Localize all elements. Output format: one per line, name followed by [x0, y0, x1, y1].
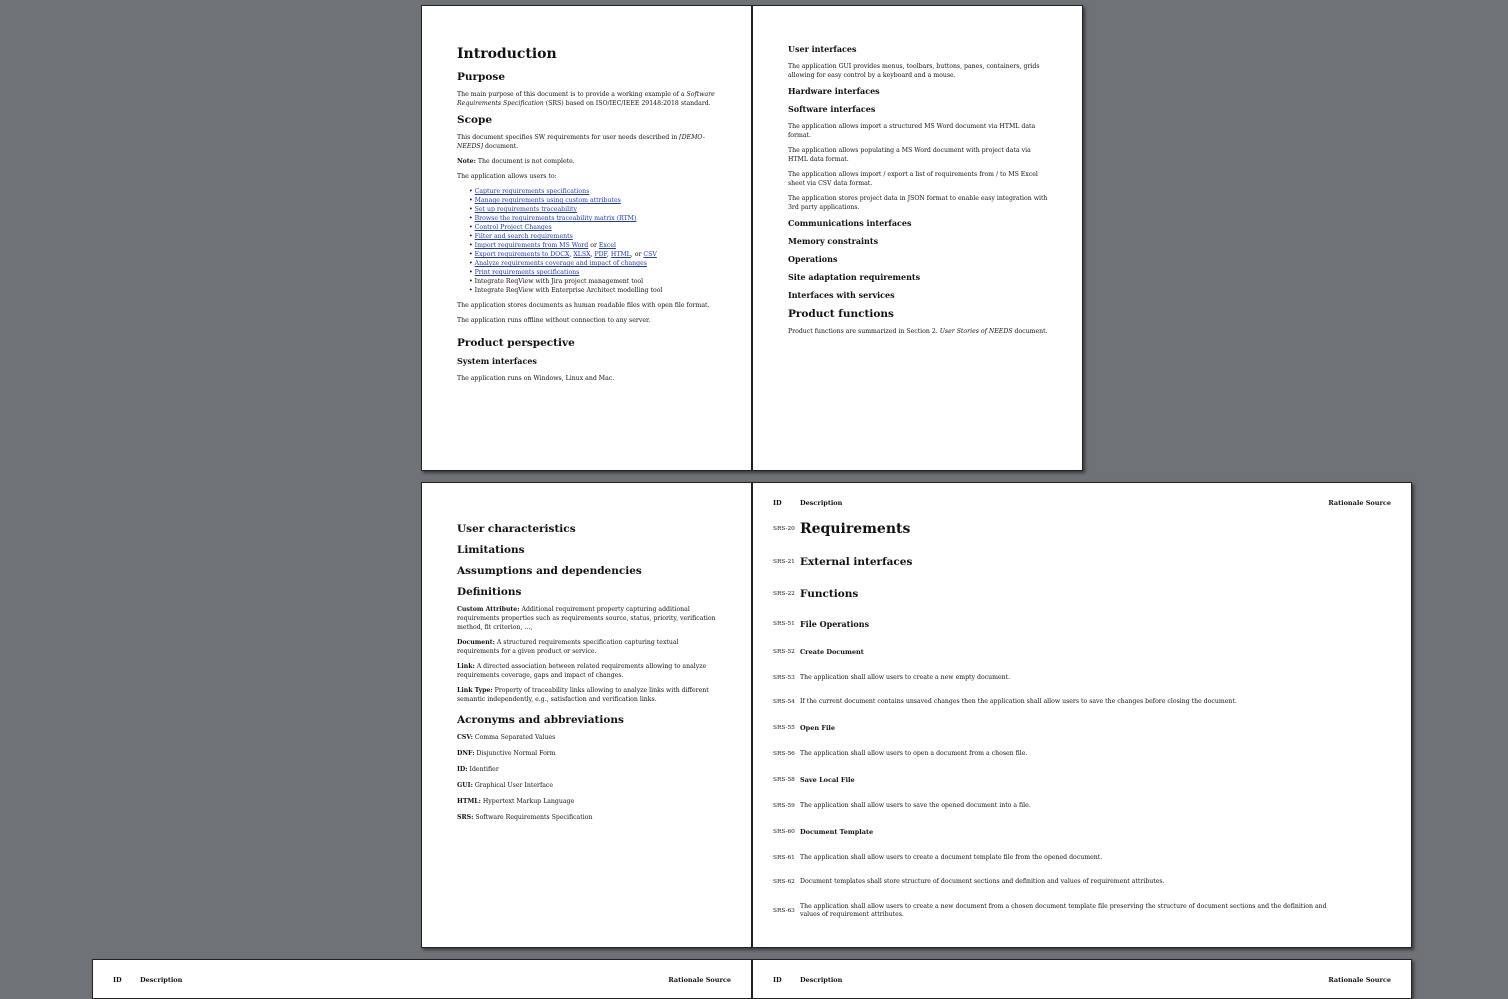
list-item [469, 250, 717, 259]
row-id: SRS-63 [773, 908, 795, 914]
list-item [469, 232, 717, 241]
row-id: SRS-61 [773, 855, 795, 861]
heading-hardware-interfaces: Hardware interfaces [788, 86, 880, 96]
term: CSV: [457, 734, 473, 741]
link-filter[interactable]: Filter and search requirements [474, 233, 573, 240]
row-id: SRS-53 [773, 675, 795, 681]
abbreviation-item [457, 765, 717, 774]
note-paragraph [457, 157, 717, 166]
term: Document: [457, 639, 495, 646]
row-id: SRS-56 [773, 751, 795, 757]
document-page-1 [421, 5, 752, 471]
row-id: SRS-55 [773, 725, 795, 731]
sw-paragraph: The application stores project data in JSON format to enable easy integration with 3rd party applications. [788, 195, 1048, 211]
text: , [590, 251, 595, 258]
sw-paragraph: The application allows import / export a list of requirements from / to MS Excel sheet via CSV data format. [788, 171, 1038, 187]
text: Disjunctive Normal Form [474, 750, 556, 757]
list-item [469, 196, 717, 205]
heading-system-interfaces: System interfaces [457, 356, 537, 366]
definition-item [457, 638, 717, 656]
sw-paragraph: The application allows import a structured MS Word document via HTML data format. [788, 123, 1036, 139]
table-row[interactable] [773, 619, 1331, 629]
definition-item [457, 662, 717, 680]
row-description: The application shall allow users to create a new empty document. [800, 674, 1011, 681]
row-description: The application shall allow users to create a new document from a chosen document template file preserving the structure of document sections and the definition and values of requirement attributes. [800, 903, 1327, 918]
link-print[interactable]: Print requirements specifications [474, 269, 580, 276]
heading-assumptions: Assumptions and dependencies [457, 565, 642, 577]
column-description: Description [800, 976, 843, 984]
abbreviation-item [457, 797, 717, 806]
table-row[interactable] [773, 674, 1331, 682]
note-label: Note: [457, 158, 476, 165]
term: ID: [457, 766, 468, 773]
heading-purpose: Purpose [457, 71, 505, 83]
sw-paragraph: The application allows populating a MS Word document with project data via HTML data format. [788, 147, 1031, 163]
abbreviation-item [457, 781, 717, 790]
column-rationale-source: Rationale Source [1328, 499, 1391, 507]
row-id: SRS-54 [773, 699, 795, 705]
heading-definitions: Definitions [457, 586, 522, 598]
row-description: If the current document contains unsaved changes then the application shall allow users to save the changes before closing the document. [800, 698, 1237, 705]
link-export-html[interactable]: HTML [610, 251, 631, 258]
term: Custom Attribute: [457, 606, 520, 613]
table-row[interactable] [773, 556, 1331, 568]
text: Hypertext Markup Language [480, 798, 575, 805]
row-description: Save Local File [800, 776, 855, 784]
list-item [469, 205, 717, 214]
text: document. [1012, 328, 1048, 335]
system-paragraph: The application runs on Windows, Linux and Mac. [457, 375, 615, 382]
row-description: Open File [800, 724, 836, 732]
heading-operations: Operations [788, 254, 838, 264]
text: Graphical User Interface [472, 782, 554, 789]
row-description: File Operations [800, 619, 870, 629]
column-description: Description [800, 499, 843, 507]
definition-item [457, 686, 717, 704]
row-description: The application shall allow users to open a document from a chosen file. [800, 750, 1028, 757]
text: Software Requirements Specification [473, 814, 593, 821]
text: document. [483, 143, 519, 150]
text: The main purpose of this document is to provide a working example of a [457, 91, 687, 98]
document-page-3 [421, 482, 752, 948]
abbreviation-item [457, 813, 717, 822]
list-item [469, 241, 717, 250]
heading-limitations: Limitations [457, 544, 525, 556]
allows-paragraph: The application allows users to: [457, 173, 557, 180]
link-analyze[interactable]: Analyze requirements coverage and impact of changes [474, 260, 647, 267]
link-export-csv[interactable]: CSV [643, 251, 657, 258]
column-rationale-source: Rationale Source [1328, 976, 1391, 984]
table-row[interactable] [773, 878, 1331, 886]
table-header [773, 976, 1391, 986]
term: HTML: [457, 798, 481, 805]
table-row[interactable] [773, 903, 1331, 919]
row-id: SRS-51 [773, 621, 795, 627]
page-content [457, 523, 717, 829]
heading-communications: Communications interfaces [788, 218, 912, 228]
table-row[interactable] [773, 698, 1331, 706]
document-page-4 [752, 482, 1412, 948]
column-id: ID [113, 976, 122, 984]
heading-software-interfaces: Software interfaces [788, 104, 876, 114]
scope-paragraph [457, 133, 717, 151]
table-row[interactable] [773, 802, 1331, 810]
definition-item [457, 605, 717, 632]
heading-product-perspective: Product perspective [457, 337, 575, 349]
text: The document is not complete. [475, 158, 575, 165]
link-traceability[interactable]: Set up requirements traceability [474, 206, 578, 213]
heading-introduction: Introduction [457, 46, 557, 62]
list-item [469, 259, 717, 268]
heading-acronyms: Acronyms and abbreviations [457, 714, 624, 726]
row-id: SRS-58 [773, 777, 795, 783]
text: Identifier [467, 766, 499, 773]
row-id: SRS-20 [773, 526, 795, 532]
document-page-2 [752, 5, 1083, 471]
table-row[interactable] [773, 521, 1331, 537]
purpose-paragraph [457, 90, 717, 108]
table-row[interactable] [773, 854, 1331, 862]
list-item [469, 214, 717, 223]
table-row[interactable] [773, 776, 1331, 784]
text: Additional requirement property capturing additional requirements properties such as requirements source, status, priority, verification method, fit criterion, …, [457, 606, 716, 631]
row-description: The application shall allow users to save the opened document into a file. [800, 802, 1031, 809]
link-rtm[interactable]: Browse the requirements traceability matrix (RTM) [474, 215, 637, 222]
text: (SRS) based on ISO/IEC/IEEE 29148:2018 standard. [543, 100, 711, 107]
text: , [606, 251, 611, 258]
text-emphasis: User Stories of NEEDS [939, 328, 1013, 335]
text-emphasis: Software Requirements Specification [457, 91, 715, 107]
table-header [113, 976, 731, 986]
column-rationale-source: Rationale Source [668, 976, 731, 984]
term: Link: [457, 663, 475, 670]
link-import-word[interactable]: Import requirements from MS Word [474, 242, 589, 249]
link-changes[interactable]: Control Project Changes [474, 224, 552, 231]
list-item [469, 268, 717, 277]
heading-user-interfaces: User interfaces [788, 44, 857, 54]
table-header [773, 499, 1391, 509]
stores-paragraph: The application stores documents as human readable files with open file format. [457, 302, 710, 309]
row-id: SRS-60 [773, 829, 795, 835]
term: GUI: [457, 782, 473, 789]
ui-paragraph: The application GUI provides menus, toolbars, buttons, panes, containers, grids allowing for easy control by a keyboard and a mouse. [788, 63, 1040, 79]
list-item [469, 187, 717, 196]
text: , [569, 251, 574, 258]
heading-memory: Memory constraints [788, 236, 879, 246]
heading-product-functions: Product functions [788, 308, 894, 320]
table-row[interactable] [773, 750, 1331, 758]
term: DNF: [457, 750, 475, 757]
text: Product functions are summarized in Section 2. [788, 328, 940, 335]
row-id: SRS-21 [773, 559, 795, 565]
row-description: Document Template [800, 828, 874, 836]
text: This document specifies SW requirements for user needs described in [457, 134, 680, 141]
abbreviation-item [457, 733, 717, 742]
row-id: SRS-52 [773, 649, 795, 655]
table-row[interactable] [773, 828, 1331, 836]
text: A structured requirements specification capturing textual requirements for a given product or service. [457, 639, 679, 655]
link-import-excel[interactable]: Excel [598, 242, 617, 249]
link-capture[interactable]: Capture requirements specifications [474, 188, 590, 195]
term: Link Type: [457, 687, 493, 694]
heading-user-characteristics: User characteristics [457, 523, 576, 535]
row-description: External interfaces [800, 556, 913, 568]
row-description: Document templates shall store structure of document sections and definition and values of requirement attributes. [800, 878, 1165, 885]
row-description: The application shall allow users to create a document template file from the opened document. [800, 854, 1103, 861]
text: , or [630, 251, 644, 258]
list-item: • Integrate ReqView with Enterprise Architect modelling tool [469, 286, 717, 295]
link-export-pdf[interactable]: PDF [594, 251, 607, 258]
text: or [588, 242, 599, 249]
offline-paragraph: The application runs offline without connection to any server. [457, 317, 651, 324]
abbreviation-item [457, 749, 717, 758]
row-description: Create Document [800, 648, 864, 656]
row-description: Requirements [800, 521, 911, 537]
text: Comma Separated Values [472, 734, 556, 741]
column-description: Description [140, 976, 183, 984]
table-row[interactable] [773, 724, 1331, 732]
pf-paragraph [788, 327, 1048, 336]
column-id: ID [773, 499, 782, 507]
link-export-docx[interactable]: Export requirements to DOCX [474, 251, 570, 258]
table-row[interactable] [773, 588, 1331, 600]
row-id: SRS-59 [773, 803, 795, 809]
text: Property of traceability links allowing to analyze links with different semantic independently, e.g., satisfaction and verification links. [457, 687, 709, 703]
list-item: • Integrate ReqView with Jira project management tool [469, 277, 717, 286]
list-item [469, 223, 717, 232]
table-row[interactable] [773, 648, 1331, 656]
link-manage[interactable]: Manage requirements using custom attributes [474, 197, 621, 204]
document-page-6 [752, 959, 1412, 999]
text-emphasis: [DEMO-NEEDS] [457, 134, 705, 150]
document-page-5 [92, 959, 752, 999]
heading-site-adaptation: Site adaptation requirements [788, 272, 921, 282]
text: A directed association between related requirements allowing to analyze requirements coverage, gaps and impact of changes. [457, 663, 707, 679]
column-id: ID [773, 976, 782, 984]
row-id: SRS-22 [773, 591, 795, 597]
heading-services: Interfaces with services [788, 290, 895, 300]
row-id: SRS-62 [773, 879, 795, 885]
link-export-xlsx[interactable]: XLSX [573, 251, 591, 258]
page-content [788, 44, 1048, 342]
term: SRS: [457, 814, 474, 821]
heading-scope: Scope [457, 114, 493, 126]
row-description: Functions [800, 588, 859, 600]
page-content [457, 46, 717, 389]
feature-list [457, 187, 717, 295]
